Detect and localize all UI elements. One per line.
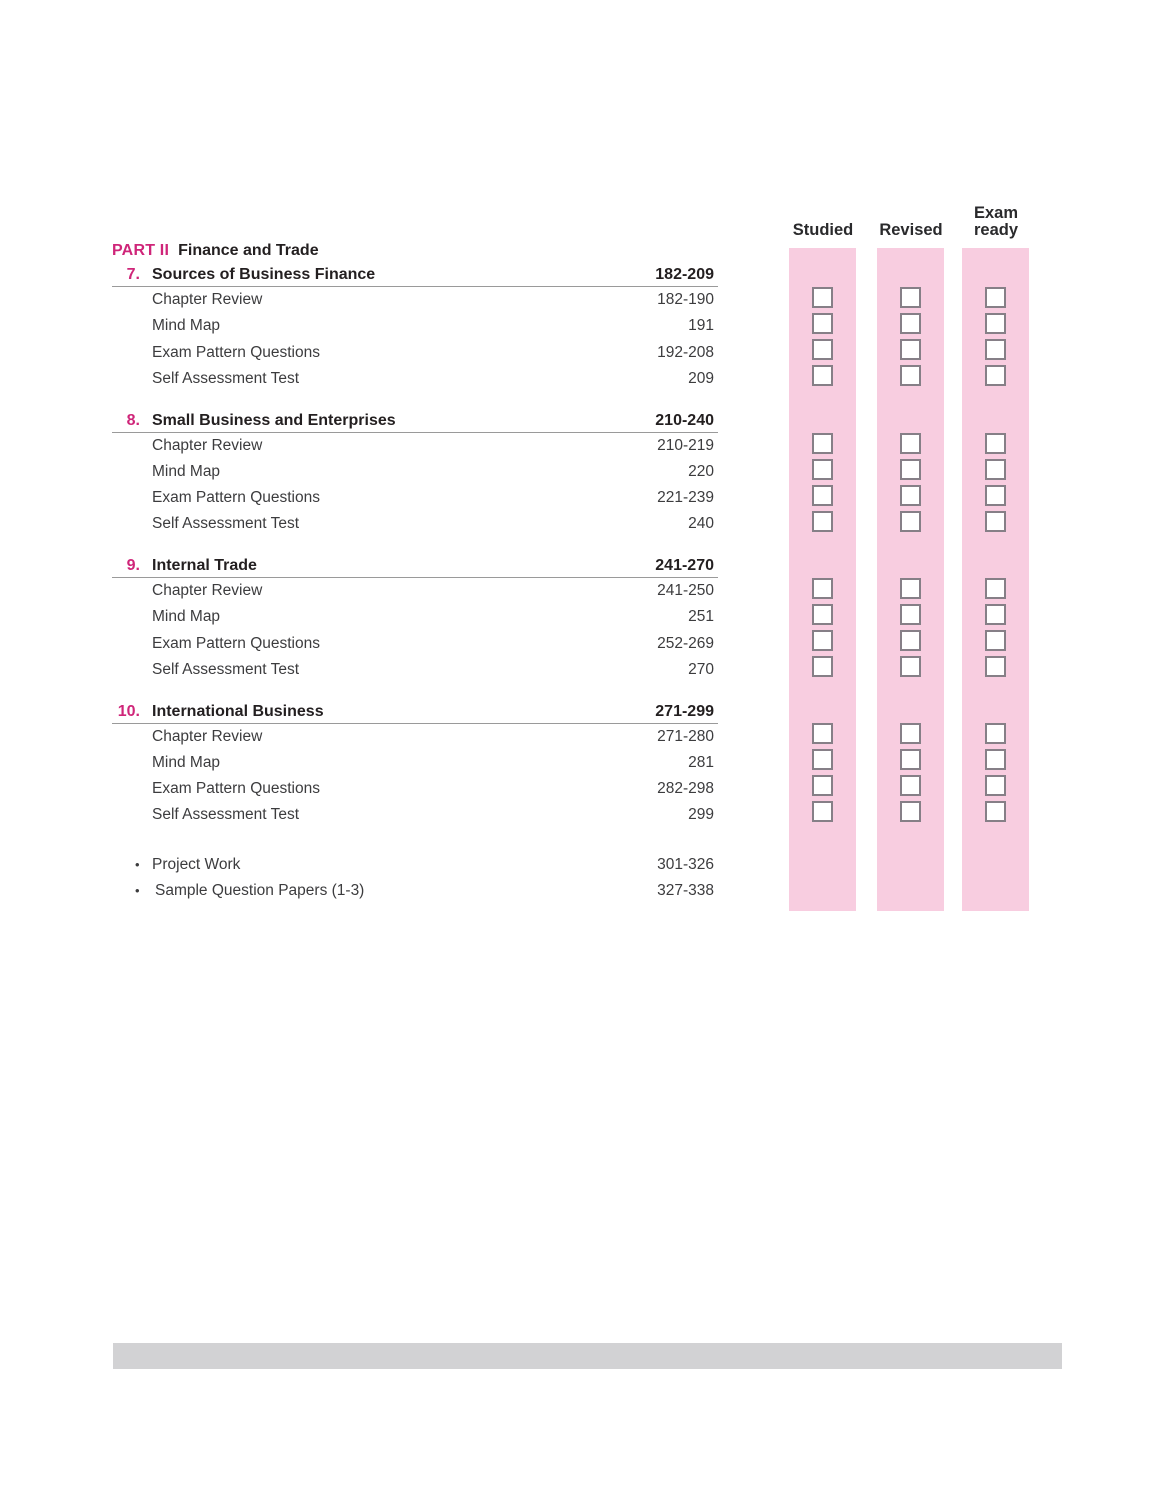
status-checkbox[interactable] <box>900 656 921 677</box>
item-pages: 209 <box>688 369 714 387</box>
toc-item-row <box>112 366 718 392</box>
item-pages: 220 <box>688 462 714 480</box>
status-checkbox[interactable] <box>985 801 1006 822</box>
toc-item-row <box>112 802 718 828</box>
part-heading <box>112 239 718 265</box>
status-checkbox[interactable] <box>985 604 1006 625</box>
toc-item-row <box>112 459 718 485</box>
item-label: Mind Map <box>152 753 221 771</box>
item-label: Exam Pattern Questions <box>152 634 320 652</box>
item-label: Mind Map <box>152 317 221 335</box>
item-label: Self Assessment Test <box>152 369 300 387</box>
status-column-revised <box>877 248 944 911</box>
item-label: Mind Map <box>152 462 221 480</box>
item-label: Exam Pattern Questions <box>152 489 320 506</box>
chapter-title: International Business <box>152 702 324 720</box>
status-checkbox[interactable] <box>900 485 921 506</box>
column-header-label: ready <box>973 221 1019 239</box>
item-label: Exam Pattern Questions <box>152 343 320 361</box>
chapter-section-8 <box>112 411 718 538</box>
status-column-exam-ready <box>962 248 1029 911</box>
column-header-label: Exam <box>973 204 1019 222</box>
chapter-heading-row <box>112 556 718 578</box>
chapter-pages: 210-240 <box>655 411 714 429</box>
chapter-number: 10. <box>117 702 140 720</box>
status-checkbox[interactable] <box>985 723 1006 744</box>
status-checkbox[interactable] <box>900 365 921 386</box>
item-pages: 221-239 <box>657 489 714 506</box>
chapter-pages: 182-209 <box>655 266 714 283</box>
status-checkbox[interactable] <box>985 775 1006 796</box>
status-checkbox[interactable] <box>812 287 833 308</box>
status-checkbox[interactable] <box>900 287 921 308</box>
toc-extra-row <box>112 852 718 879</box>
status-checkbox[interactable] <box>985 511 1006 532</box>
status-checkbox[interactable] <box>812 339 833 360</box>
status-checkbox[interactable] <box>812 313 833 334</box>
chapter-pages: 271-299 <box>655 702 714 720</box>
item-pages: 240 <box>688 515 714 533</box>
status-checkbox[interactable] <box>985 578 1006 599</box>
toc-item-row <box>112 287 718 313</box>
status-checkbox[interactable] <box>985 365 1006 386</box>
status-checkbox[interactable] <box>900 433 921 454</box>
table-of-contents <box>112 239 718 905</box>
toc-item-row <box>112 578 718 604</box>
toc-item-row <box>112 776 718 802</box>
status-checkbox[interactable] <box>900 578 921 599</box>
status-checkbox[interactable] <box>985 749 1006 770</box>
status-checkbox[interactable] <box>985 339 1006 360</box>
chapter-heading-row <box>112 411 718 433</box>
toc-extra-row <box>112 878 718 905</box>
chapter-number: 8. <box>126 411 140 429</box>
item-pages: 182-190 <box>657 291 714 308</box>
toc-extras <box>112 852 718 905</box>
status-checkbox[interactable] <box>985 459 1006 480</box>
chapter-section-10 <box>112 702 718 829</box>
toc-item-row <box>112 340 718 366</box>
status-checkbox[interactable] <box>812 511 833 532</box>
toc-item-row <box>112 313 718 339</box>
part-label: PART II <box>112 242 170 259</box>
status-checkbox[interactable] <box>812 459 833 480</box>
status-checkbox[interactable] <box>812 801 833 822</box>
item-label: Self Assessment Test <box>152 660 300 678</box>
status-column-studied <box>789 248 856 911</box>
status-checkbox[interactable] <box>900 313 921 334</box>
status-checkbox[interactable] <box>985 485 1006 506</box>
item-pages: 327-338 <box>657 882 714 899</box>
status-checkbox[interactable] <box>900 459 921 480</box>
item-pages: 282-298 <box>657 780 714 797</box>
part-title: Finance and Trade <box>178 242 319 259</box>
column-header-label: Studied <box>792 221 854 239</box>
item-pages: 192-208 <box>657 343 714 361</box>
status-checkbox[interactable] <box>812 365 833 386</box>
item-label: Chapter Review <box>152 436 263 454</box>
status-checkbox[interactable] <box>812 578 833 599</box>
status-checkbox[interactable] <box>900 801 921 822</box>
toc-item-row <box>112 433 718 459</box>
bullet-icon: • <box>135 883 140 898</box>
item-label: Self Assessment Test <box>152 515 300 533</box>
toc-item-row <box>112 604 718 630</box>
chapter-section-7 <box>112 265 718 392</box>
status-checkbox[interactable] <box>985 313 1006 334</box>
item-label: Self Assessment Test <box>152 806 300 824</box>
status-checkbox[interactable] <box>812 630 833 651</box>
toc-item-row <box>112 657 718 683</box>
bullet-icon: • <box>135 856 140 872</box>
toc-item-row <box>112 485 718 511</box>
item-pages: 271-280 <box>657 727 714 745</box>
status-checkbox[interactable] <box>985 656 1006 677</box>
item-label: Sample Question Papers (1-3) <box>155 882 365 899</box>
status-checkbox[interactable] <box>812 723 833 744</box>
item-pages: 251 <box>688 608 714 626</box>
chapter-title: Sources of Business Finance <box>152 266 376 283</box>
chapter-heading-row <box>112 265 718 287</box>
item-label: Chapter Review <box>152 291 263 308</box>
item-label: Chapter Review <box>152 727 263 745</box>
chapter-number: 9. <box>126 557 140 574</box>
status-checkbox[interactable] <box>985 433 1006 454</box>
item-pages: 299 <box>688 806 714 824</box>
chapter-heading-row <box>112 702 718 724</box>
toc-item-row <box>112 750 718 776</box>
item-pages: 241-250 <box>657 582 714 599</box>
chapter-title: Small Business and Enterprises <box>152 411 396 429</box>
item-pages: 252-269 <box>657 634 714 652</box>
status-checkbox[interactable] <box>985 287 1006 308</box>
status-checkbox[interactable] <box>900 604 921 625</box>
status-checkbox[interactable] <box>985 630 1006 651</box>
column-header-label: Revised <box>879 221 943 239</box>
chapter-section-9 <box>112 556 718 683</box>
toc-item-row <box>112 724 718 750</box>
status-checkbox[interactable] <box>900 775 921 796</box>
item-pages: 281 <box>688 753 714 771</box>
status-checkbox[interactable] <box>812 485 833 506</box>
toc-item-row <box>112 511 718 537</box>
chapter-number: 7. <box>126 266 140 283</box>
status-checkbox[interactable] <box>900 511 921 532</box>
chapter-title: Internal Trade <box>152 557 257 574</box>
status-checkbox[interactable] <box>900 339 921 360</box>
chapter-pages: 241-270 <box>655 557 714 574</box>
status-checkbox[interactable] <box>812 775 833 796</box>
item-pages: 270 <box>688 660 714 678</box>
item-label: Project Work <box>152 855 241 873</box>
column-header-exam-ready <box>941 205 1051 239</box>
toc-item-row <box>112 631 718 657</box>
status-checkbox[interactable] <box>900 723 921 744</box>
status-checkbox[interactable] <box>900 630 921 651</box>
item-pages: 191 <box>688 317 714 335</box>
status-checkbox[interactable] <box>900 749 921 770</box>
item-label: Exam Pattern Questions <box>152 780 320 797</box>
item-label: Mind Map <box>152 608 221 626</box>
status-checkbox[interactable] <box>812 433 833 454</box>
item-label: Chapter Review <box>152 582 263 599</box>
item-pages: 301-326 <box>657 855 714 873</box>
status-checkbox[interactable] <box>812 749 833 770</box>
status-checkbox[interactable] <box>812 656 833 677</box>
footer-bar <box>113 1343 1062 1369</box>
item-pages: 210-219 <box>657 436 714 454</box>
status-checkbox[interactable] <box>812 604 833 625</box>
